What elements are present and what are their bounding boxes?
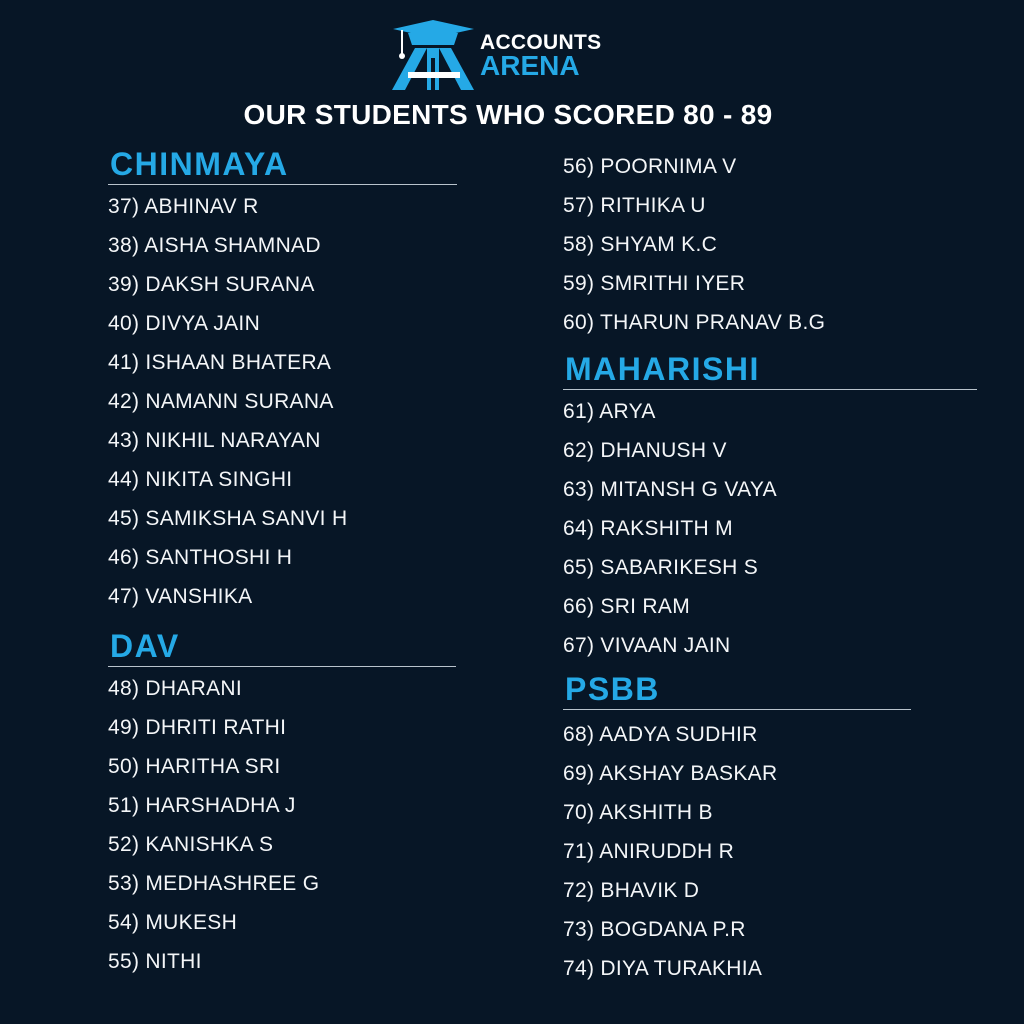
section-title-dav: DAV <box>110 628 180 664</box>
student-entry: 40) DIVYA JAIN <box>108 312 261 335</box>
student-entry: 59) SMRITHI IYER <box>563 272 746 295</box>
student-entry: 49) DHRITI RATHI <box>108 716 287 739</box>
student-entry: 39) DAKSH SURANA <box>108 273 315 296</box>
brand-logo <box>388 18 618 94</box>
student-entry: 41) ISHAAN BHATERA <box>108 351 332 374</box>
student-entry: 68) AADYA SUDHIR <box>563 723 758 746</box>
student-entry: 53) MEDHASHREE G <box>108 872 320 895</box>
student-entry: 64) RAKSHITH M <box>563 517 733 540</box>
section-divider <box>563 389 977 390</box>
student-entry: 37) ABHINAV R <box>108 195 259 218</box>
section-dav <box>108 630 456 981</box>
section-maharishi <box>563 353 977 665</box>
section-dav-continued <box>563 147 863 342</box>
student-list-dav <box>108 669 456 981</box>
student-entry: 48) DHARANI <box>108 677 242 700</box>
student-entry: 65) SABARIKESH S <box>563 556 759 579</box>
student-entry: 67) VIVAAN JAIN <box>563 634 731 657</box>
student-entry: 43) NIKHIL NARAYAN <box>108 429 321 452</box>
student-entry: 51) HARSHADHA J <box>108 794 296 817</box>
student-entry: 62) DHANUSH V <box>563 439 727 462</box>
student-list-dav-continued <box>563 147 863 342</box>
student-entry: 44) NIKITA SINGHI <box>108 468 293 491</box>
student-entry: 52) KANISHKA S <box>108 833 274 856</box>
student-entry: 38) AISHA SHAMNAD <box>108 234 321 257</box>
student-entry: 47) VANSHIKA <box>108 585 253 608</box>
student-entry: 69) AKSHAY BASKAR <box>563 762 778 785</box>
student-entry: 71) ANIRUDDH R <box>563 840 735 863</box>
student-entry: 74) DIYA TURAKHIA <box>563 957 763 980</box>
student-entry: 60) THARUN PRANAV B.G <box>563 311 826 334</box>
student-entry: 42) NAMANN SURANA <box>108 390 334 413</box>
section-title-maharishi: MAHARISHI <box>565 351 760 387</box>
section-divider <box>563 709 911 710</box>
section-title-chinmaya: CHINMAYA <box>110 146 289 182</box>
section-divider <box>108 666 456 667</box>
student-list-psbb <box>563 715 911 988</box>
section-divider <box>108 184 457 185</box>
section-title-psbb: PSBB <box>565 671 660 707</box>
student-entry: 45) SAMIKSHA SANVI H <box>108 507 348 530</box>
student-entry: 63) MITANSH G VAYA <box>563 478 777 501</box>
page-headline: OUR STUDENTS WHO SCORED 80 - 89 <box>243 99 773 130</box>
student-entry: 73) BOGDANA P.R <box>563 918 746 941</box>
student-list-chinmaya <box>108 187 457 616</box>
student-entry: 72) BHAVIK D <box>563 879 700 902</box>
brand-name-top: ACCOUNTS <box>480 31 602 54</box>
student-entry: 57) RITHIKA U <box>563 194 706 217</box>
student-entry: 66) SRI RAM <box>563 595 690 618</box>
section-chinmaya <box>108 148 457 616</box>
brand-name-bottom: ARENA <box>480 50 580 81</box>
student-entry: 46) SANTHOSHI H <box>108 546 293 569</box>
student-entry: 56) POORNIMA V <box>563 155 737 178</box>
graduation-cap-logo-icon <box>388 18 478 94</box>
student-entry: 54) MUKESH <box>108 911 238 934</box>
student-entry: 50) HARITHA SRI <box>108 755 281 778</box>
student-list-maharishi <box>563 392 977 665</box>
student-entry: 55) NITHI <box>108 950 202 973</box>
student-entry: 61) ARYA <box>563 400 656 423</box>
student-entry: 58) SHYAM K.C <box>563 233 718 256</box>
section-psbb <box>563 673 911 988</box>
student-entry: 70) AKSHITH B <box>563 801 713 824</box>
